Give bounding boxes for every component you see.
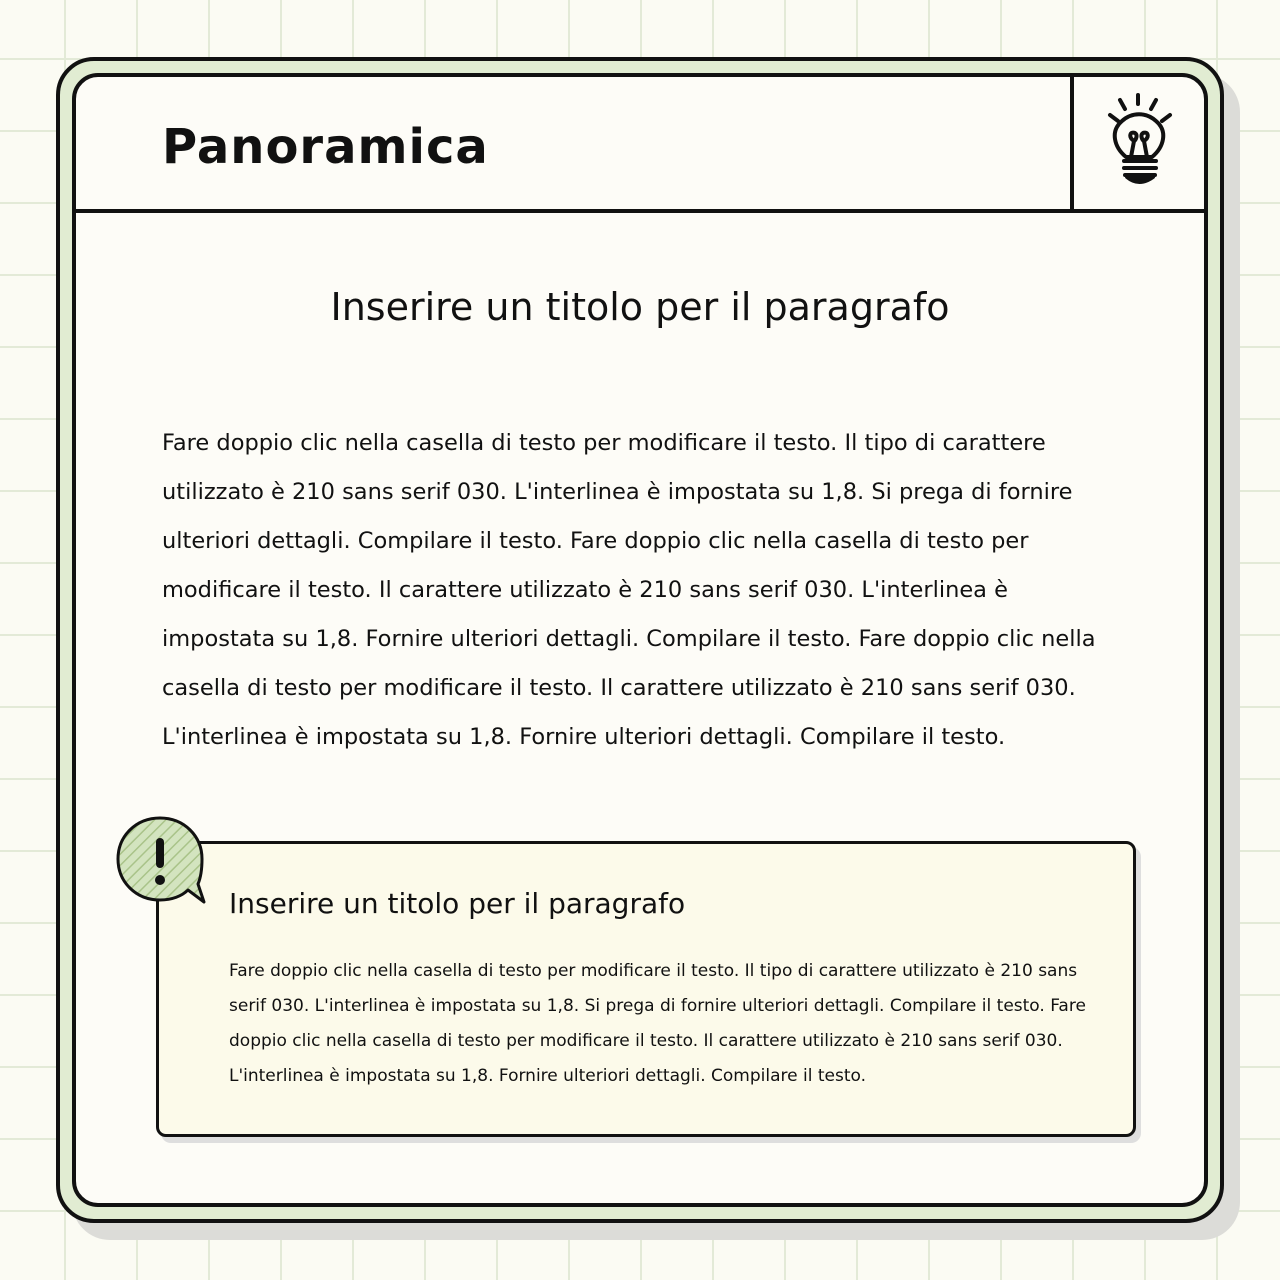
exclamation-bubble-icon — [114, 814, 210, 910]
section-title: Inserire un titolo per il paragrafo — [330, 285, 950, 329]
header-icon-cell — [1070, 77, 1204, 209]
lightbulb-icon — [1100, 91, 1180, 191]
note-title: Inserire un titolo per il paragrafo — [229, 887, 686, 920]
overview-card — [56, 57, 1224, 1223]
card-content — [72, 73, 1208, 1207]
section-body: Fare doppio clic nella casella di testo per modificare il testo. Il tipo di carattere utilizzato è 210 sans serif 030. L'interlinea è impostata su 1,8. Si prega di fornire ulteriori dettagli. Compilare il testo. Fare doppio clic nella casella di testo per modificare il testo. Il carattere utilizzato è 210 sans serif 030. L'interlinea è impostata su 1,8. Fornire ulteriori dettagli. Compilare il testo. Fare doppio clic nella casella di testo per modificare il testo. Il carattere utilizzato è 210 sans serif 030. L'interlinea è impostata su 1,8. Fornire ulteriori dettagli. Compilare il testo. — [162, 430, 1096, 750]
note-body: Fare doppio clic nella casella di testo per modificare il testo. Il tipo di carattere utilizzato è 210 sans serif 030. L'interlinea è impostata su 1,8. Si prega di fornire ulteriori dettagli. Compilare il testo. Fare doppio clic nella casella di testo per modificare il testo. Il carattere utilizzato è 210 sans serif 030. L'interlinea è impostata su 1,8. Fornire ulteriori dettagli. Compilare il testo. — [229, 961, 1086, 1086]
card-header — [76, 77, 1204, 213]
page-title: Panoramica — [162, 119, 489, 175]
note-box — [156, 841, 1136, 1137]
